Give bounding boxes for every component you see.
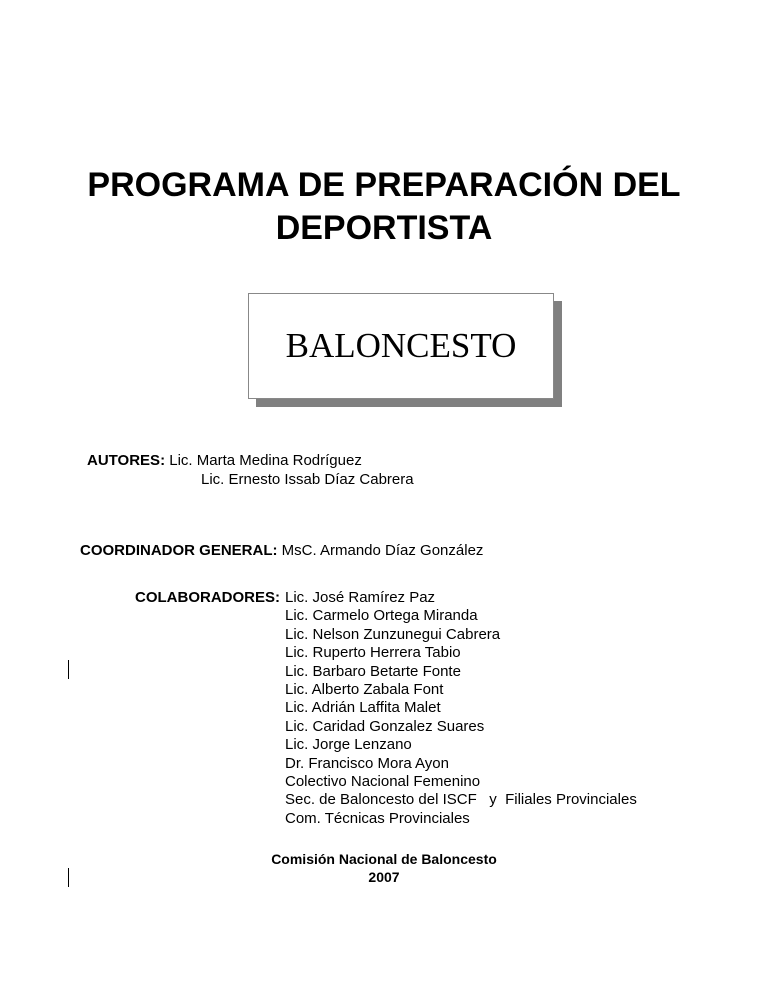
- authors-block: [87, 452, 362, 470]
- sport-label: BALONCESTO: [285, 326, 517, 365]
- list-item: Lic. Carmelo Ortega Miranda: [285, 607, 478, 625]
- document-title: [0, 164, 768, 250]
- authors-label: AUTORES:: [87, 452, 166, 469]
- collaborators-label-text: COLABORADORES:: [135, 589, 280, 606]
- footer-org: Comisión Nacional de Baloncesto: [271, 851, 497, 867]
- coordinator-name: MsC. Armando Díaz González: [281, 542, 484, 559]
- list-item: Sec. de Baloncesto del ISCF y Filiales Provinciales: [285, 791, 637, 809]
- list-item: Lic. Caridad Gonzalez Suares: [285, 717, 485, 735]
- change-bar: [68, 660, 69, 679]
- list-item: Lic. Ruperto Herrera Tabio: [285, 644, 461, 662]
- footer-year: 2007: [368, 869, 400, 885]
- sport-box: [248, 293, 554, 399]
- list-item: Lic. Adrián Laffita Malet: [285, 699, 441, 717]
- list-item: Lic. Alberto Zabala Font: [285, 680, 444, 698]
- coordinator-block: [80, 542, 483, 560]
- list-item: Lic. Nelson Zunzunegui Cabrera: [285, 625, 501, 643]
- author-name: Lic. Marta Medina Rodríguez: [169, 452, 362, 469]
- collaborators-list: [285, 589, 637, 828]
- coordinator-label: COORDINADOR GENERAL:: [80, 542, 278, 559]
- list-item: Dr. Francisco Mora Ayon: [285, 754, 449, 772]
- list-item: Com. Técnicas Provinciales: [285, 809, 470, 827]
- list-item: Lic. Jorge Lenzano: [285, 736, 412, 754]
- collaborators-label: [135, 589, 280, 607]
- author-name: Lic. Ernesto Issab Díaz Cabrera: [201, 471, 414, 488]
- title-line-2: DEPORTISTA: [275, 209, 493, 247]
- list-item: Colectivo Nacional Femenino: [285, 772, 481, 790]
- footer: [0, 850, 768, 886]
- list-item: Lic. José Ramírez Paz: [285, 589, 436, 606]
- list-item: Lic. Barbaro Betarte Fonte: [285, 662, 461, 680]
- title-line-1: PROGRAMA DE PREPARACIÓN DEL: [87, 166, 681, 204]
